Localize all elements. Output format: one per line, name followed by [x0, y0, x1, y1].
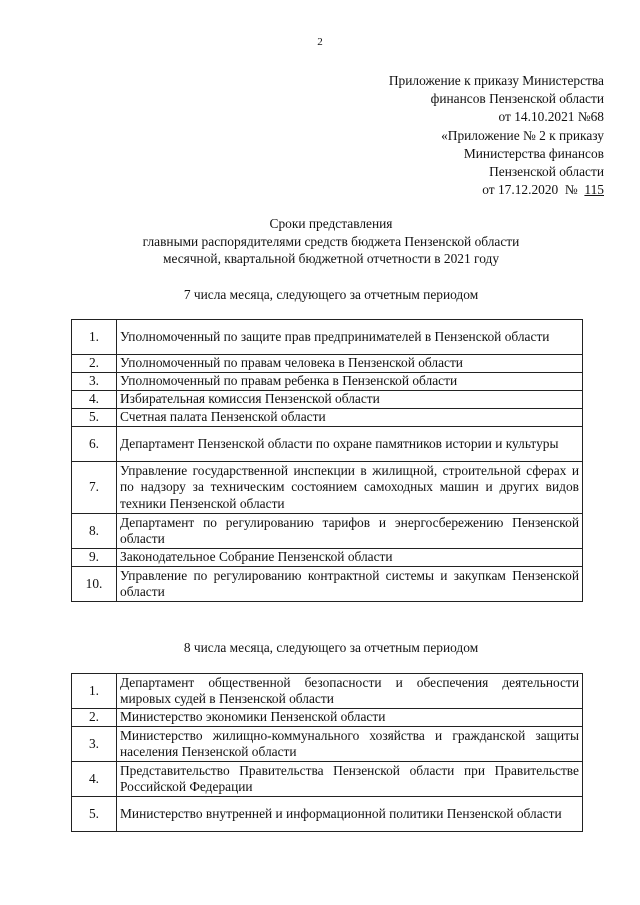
- appendix-block: [389, 72, 604, 199]
- row-text: Законодательное Собрание Пензенской области: [117, 549, 583, 567]
- appendix-date: от 17.12.2020 №: [482, 182, 585, 198]
- table-row: [72, 514, 583, 549]
- table-row: [72, 567, 583, 602]
- row-text: Счетная палата Пензенской области: [117, 409, 583, 427]
- row-number: 6.: [72, 427, 117, 462]
- row-text: Департамент Пензенской области по охране памятников истории и культуры: [117, 427, 583, 462]
- table-row: [72, 391, 583, 409]
- title-line: месячной, квартальной бюджетной отчетности в 2021 году: [162, 251, 500, 266]
- table-row: [72, 674, 583, 709]
- row-text: Уполномоченный по правам человека в Пензенской области: [117, 355, 583, 373]
- table-row: [72, 373, 583, 391]
- table-row: [72, 797, 583, 832]
- row-text: Уполномоченный по правам ребенка в Пензенской области: [117, 373, 583, 391]
- table-row: [72, 355, 583, 373]
- appendix-line: финансов Пензенской области: [430, 91, 604, 107]
- row-number: 8.: [72, 514, 117, 549]
- appendix-line: от 14.10.2021 №68: [498, 109, 604, 125]
- deadline-table: [71, 673, 583, 832]
- section-heading: 8 числа месяца, следующего за отчетным периодом: [183, 640, 479, 655]
- row-text: Департамент общественной безопасности и обеспечения деятельности мировых судей в Пензенской области: [117, 674, 583, 709]
- row-number: 1.: [72, 674, 117, 709]
- row-text: Избирательная комиссия Пензенской области: [117, 391, 583, 409]
- title-line: главными распорядителями средств бюджета Пензенской области: [142, 233, 520, 249]
- table-row: [72, 409, 583, 427]
- row-text: Министерство жилищно-коммунального хозяйства и гражданской защиты населения Пензенской области: [117, 727, 583, 762]
- row-text: Управление по регулированию контрактной системы и закупкам Пензенской области: [117, 567, 583, 602]
- row-number: 5.: [72, 409, 117, 427]
- row-number: 7.: [72, 462, 117, 514]
- table-row: [72, 549, 583, 567]
- row-number: 5.: [72, 797, 117, 832]
- row-number: 3.: [72, 727, 117, 762]
- row-number: 4.: [72, 762, 117, 797]
- row-text: Управление государственной инспекции в жилищной, строительной сферах и по надзору за техническим состоянием самоходных машин и других видов техники Пензенской области: [117, 462, 583, 514]
- appendix-line: Пензенской области: [489, 164, 604, 180]
- row-number: 2.: [72, 355, 117, 373]
- row-text: Министерство внутренней и информационной политики Пензенской области: [117, 797, 583, 832]
- deadline-table: [71, 319, 583, 602]
- table-row: [72, 709, 583, 727]
- row-number: 2.: [72, 709, 117, 727]
- row-text: Министерство экономики Пензенской области: [117, 709, 583, 727]
- row-number: 9.: [72, 549, 117, 567]
- row-text: Уполномоченный по защите прав предпринимателей в Пензенской области: [117, 320, 583, 355]
- appendix-line: Приложение к приказу Министерства: [388, 73, 604, 88]
- table-row: [72, 462, 583, 514]
- row-text: Представительство Правительства Пензенской области при Правительстве Российской Федерации: [117, 762, 583, 797]
- row-text: Департамент по регулированию тарифов и энергосбережению Пензенской области: [117, 514, 583, 549]
- page-number: 2: [317, 36, 323, 48]
- row-number: 10.: [72, 567, 117, 602]
- document-title: [0, 215, 640, 268]
- order-number: 115: [584, 182, 604, 198]
- table-row: [72, 320, 583, 355]
- row-number: 3.: [72, 373, 117, 391]
- table-row: [72, 427, 583, 462]
- table-row: [72, 762, 583, 797]
- appendix-line: «Приложение № 2 к приказу: [441, 127, 604, 143]
- section-heading: 7 числа месяца, следующего за отчетным периодом: [183, 287, 479, 302]
- row-number: 1.: [72, 320, 117, 355]
- row-number: 4.: [72, 391, 117, 409]
- table-row: [72, 727, 583, 762]
- title-line: Сроки представления: [269, 216, 393, 231]
- appendix-last-line: [389, 181, 604, 199]
- appendix-line: Министерства финансов: [463, 145, 604, 161]
